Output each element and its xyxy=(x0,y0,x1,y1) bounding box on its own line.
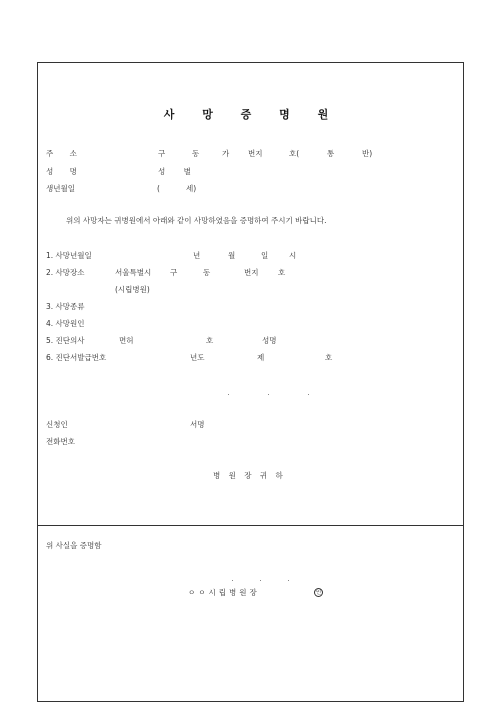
certify-text: 위 사실을 증명함 xyxy=(46,541,102,550)
date-dot xyxy=(268,394,269,395)
death-cause-label: 4. 사망원인 xyxy=(46,319,85,328)
death-month: 월 xyxy=(228,251,236,260)
death-place-dong: 동 xyxy=(203,268,211,277)
address-dong: 동 xyxy=(192,149,200,158)
doctor-ho: 호 xyxy=(206,336,214,345)
death-type-label: 3. 사망종류 xyxy=(46,302,85,311)
address-tong: 통 xyxy=(327,149,335,158)
date-dot xyxy=(228,394,229,395)
death-hour: 시 xyxy=(289,251,297,260)
address-label: 주 소 xyxy=(46,149,77,158)
address-ga: 가 xyxy=(222,149,230,158)
seal-mark: 인 xyxy=(315,590,322,596)
death-place-ho: 호 xyxy=(278,268,286,277)
issuer: ㅇㅇ시립병원장 xyxy=(188,588,260,597)
death-place-city: 서울특별시 xyxy=(115,268,152,277)
death-place-gu: 구 xyxy=(170,268,178,277)
date-dot xyxy=(260,580,261,581)
certificate-ho: 호 xyxy=(325,353,333,362)
doctor-name: 성명 xyxy=(262,336,277,345)
address-ho: 호( xyxy=(289,149,300,158)
death-place-beonji: 번지 xyxy=(244,268,259,277)
death-day: 일 xyxy=(261,251,269,260)
address-beonji: 번지 xyxy=(248,149,263,158)
address-gu: 구 xyxy=(158,149,166,158)
certificate-je: 제 xyxy=(257,353,265,362)
birth-label: 생년월일 xyxy=(46,184,75,193)
date-dot xyxy=(308,394,309,395)
date-dot xyxy=(288,580,289,581)
birth-open-paren: ( xyxy=(157,184,160,193)
addressee: 병 원 장 귀 하 xyxy=(213,471,286,480)
request-text: 위의 사망자는 귀병원에서 아래와 같이 사망하였음을 증명하여 주시기 바랍니다. xyxy=(66,216,327,225)
doctor-license: 면허 xyxy=(119,336,134,345)
date-dot xyxy=(232,580,233,581)
applicant-sign: 서명 xyxy=(190,420,205,429)
address-ban: 반) xyxy=(362,149,373,158)
death-date-label: 1. 사망년월일 xyxy=(46,251,92,260)
death-place-hospital: (시립병원) xyxy=(115,285,150,294)
gender-label: 성 별 xyxy=(158,167,191,176)
name-label: 성 명 xyxy=(46,167,77,176)
section-divider xyxy=(37,525,464,526)
death-year: 년 xyxy=(193,251,201,260)
doctor-label: 5. 진단의사 xyxy=(46,336,85,345)
death-place-label: 2. 사망장소 xyxy=(46,268,85,277)
applicant-label: 신청인 xyxy=(46,420,68,429)
birth-age: 세) xyxy=(186,184,197,193)
certificate-year: 년도 xyxy=(190,353,205,362)
certificate-label: 6. 진단서발급번호 xyxy=(46,353,107,362)
document-title: 사 망 증 명 원 xyxy=(163,108,341,121)
phone-label: 전화번호 xyxy=(46,437,75,446)
